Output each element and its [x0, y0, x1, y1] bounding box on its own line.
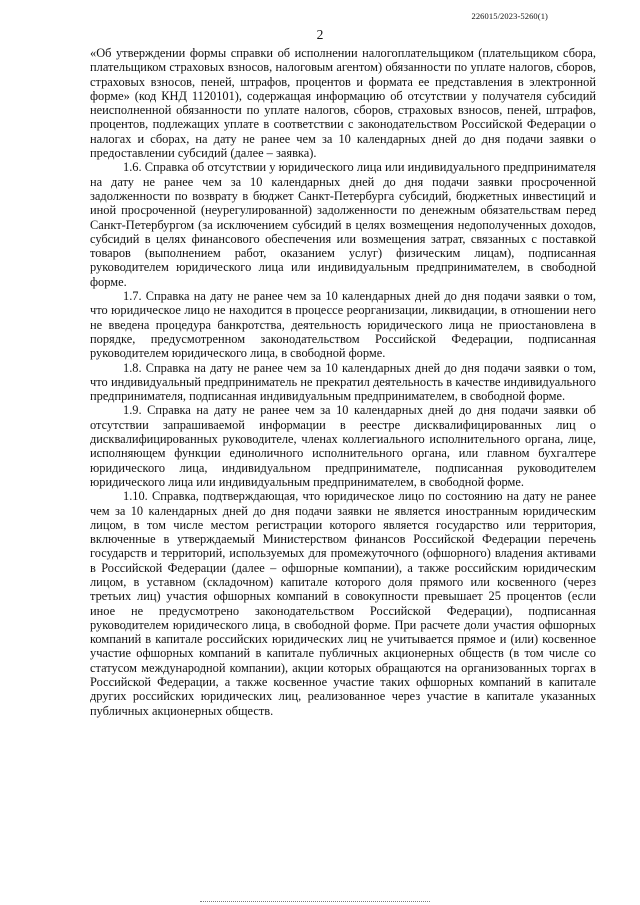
paragraph-continuation: «Об утверждении формы справки об исполнении налогоплательщиком (плательщиком сбора, плательщиком страховых взносов, налоговым агентом) обязанности по уплате налогов, сборов, страховых взносов, пеней, штрафов, процентов и формата ее представления в электронной форме» (код КНД 1120101), содержащая информацию об отсутствии у получателя субсидий неисполненной обязанности по уплате налогов, сборов, страховых взносов, пеней, штрафов, процентов, подлежащих уплате в соответствии с законодательством Российской Федерации о налогах и сборах, на дату не ранее чем за 10 календарных дней до дня подачи заявки о предоставлении субсидий (далее – заявка). [90, 46, 596, 161]
document-body [90, 46, 596, 718]
paragraph-1-10: 1.10. Справка, подтверждающая, что юридическое лицо по состоянию на дату не ранее чем за 10 календарных дней до дня подачи заявки не является иностранным юридическим лицом, в том числе местом регистрации которого является государство или территория, включенные в утверждаемый Министерством финансов Российской Федерации перечень государств и территорий, используемых для промежуточного (офшорного) владения активами в Российской Федерации (далее – офшорные компании), а также российским юридическим лицом, в уставном (складочном) капитале которого доля прямого или косвенного (через третьих лиц) участия офшорных компаний в совокупности превышает 25 процентов (если иное не предусмотрено законодательством Российской Федерации), подписанная руководителем юридического лица, в свободной форме. При расчете доли участия офшорных компаний в капитале российских юридических лиц не учитывается прямое и (или) косвенное участие офшорных компаний в капитале публичных акционерных обществ (в том числе со статусом международной компании), акции которых обращаются на организованных торгах в Российской Федерации, а также косвенное участие таких офшорных компаний в капитале других российских юридических лиц, реализованное через участие в капитале указанных публичных акционерных обществ. [90, 489, 596, 718]
paragraph-1-9: 1.9. Справка на дату не ранее чем за 10 календарных дней до дня подачи заявки об отсутствии запрашиваемой информации в реестре дисквалифицированных лиц о дисквалифицированных руководителе, членах коллегиального исполнительного органа, лице, исполняющем функции единоличного исполнительного органа, или главном бухгалтере юридического лица, индивидуальном предпринимателе, подписанная руководителем юридического лица или индивидуальным предпринимателем, в свободной форме. [90, 403, 596, 489]
paragraph-1-8: 1.8. Справка на дату не ранее чем за 10 календарных дней до дня подачи заявки о том, что индивидуальный предприниматель не прекратил деятельность в качестве индивидуального предпринимателя, подписанная индивидуальным предпринимателем, в свободной форме. [90, 360, 596, 404]
scan-edge-mark [200, 901, 430, 903]
paragraph-1-7: 1.7. Справка на дату не ранее чем за 10 календарных дней до дня подачи заявки о том, что юридическое лицо не находится в процессе реорганизации, ликвидации, в отношении него не введена процедура банкротства, деятельность юридического лица не приостановлена в порядке, предусмотренном законодательством Российской Федерации, подписанная руководителем юридического лица, в свободной форме. [90, 289, 596, 361]
paragraph-1-6: 1.6. Справка об отсутствии у юридического лица или индивидуального предпринимателя на дату не ранее чем за 10 календарных дней до дня подачи заявки просроченной задолженности по возврату в бюджет Санкт-Петербурга субсидий, бюджетных инвестиций и иной просроченной (неурегулированной) задолженности по денежным обязательствам перед Санкт-Петербургом (за исключением субсидий в целях возмещения недополученных доходов, субсидий в целях финансового обеспечения или возмещения затрат, связанных с поставкой товаров (выполнением работ, оказанием услуг) физическим лицам), подписанная руководителем юридического лица или индивидуальным предпринимателем, в свободной форме. [90, 160, 596, 289]
document-registration-number: 226015/2023-5260(1) [471, 11, 548, 21]
page-number: 2 [316, 27, 324, 42]
